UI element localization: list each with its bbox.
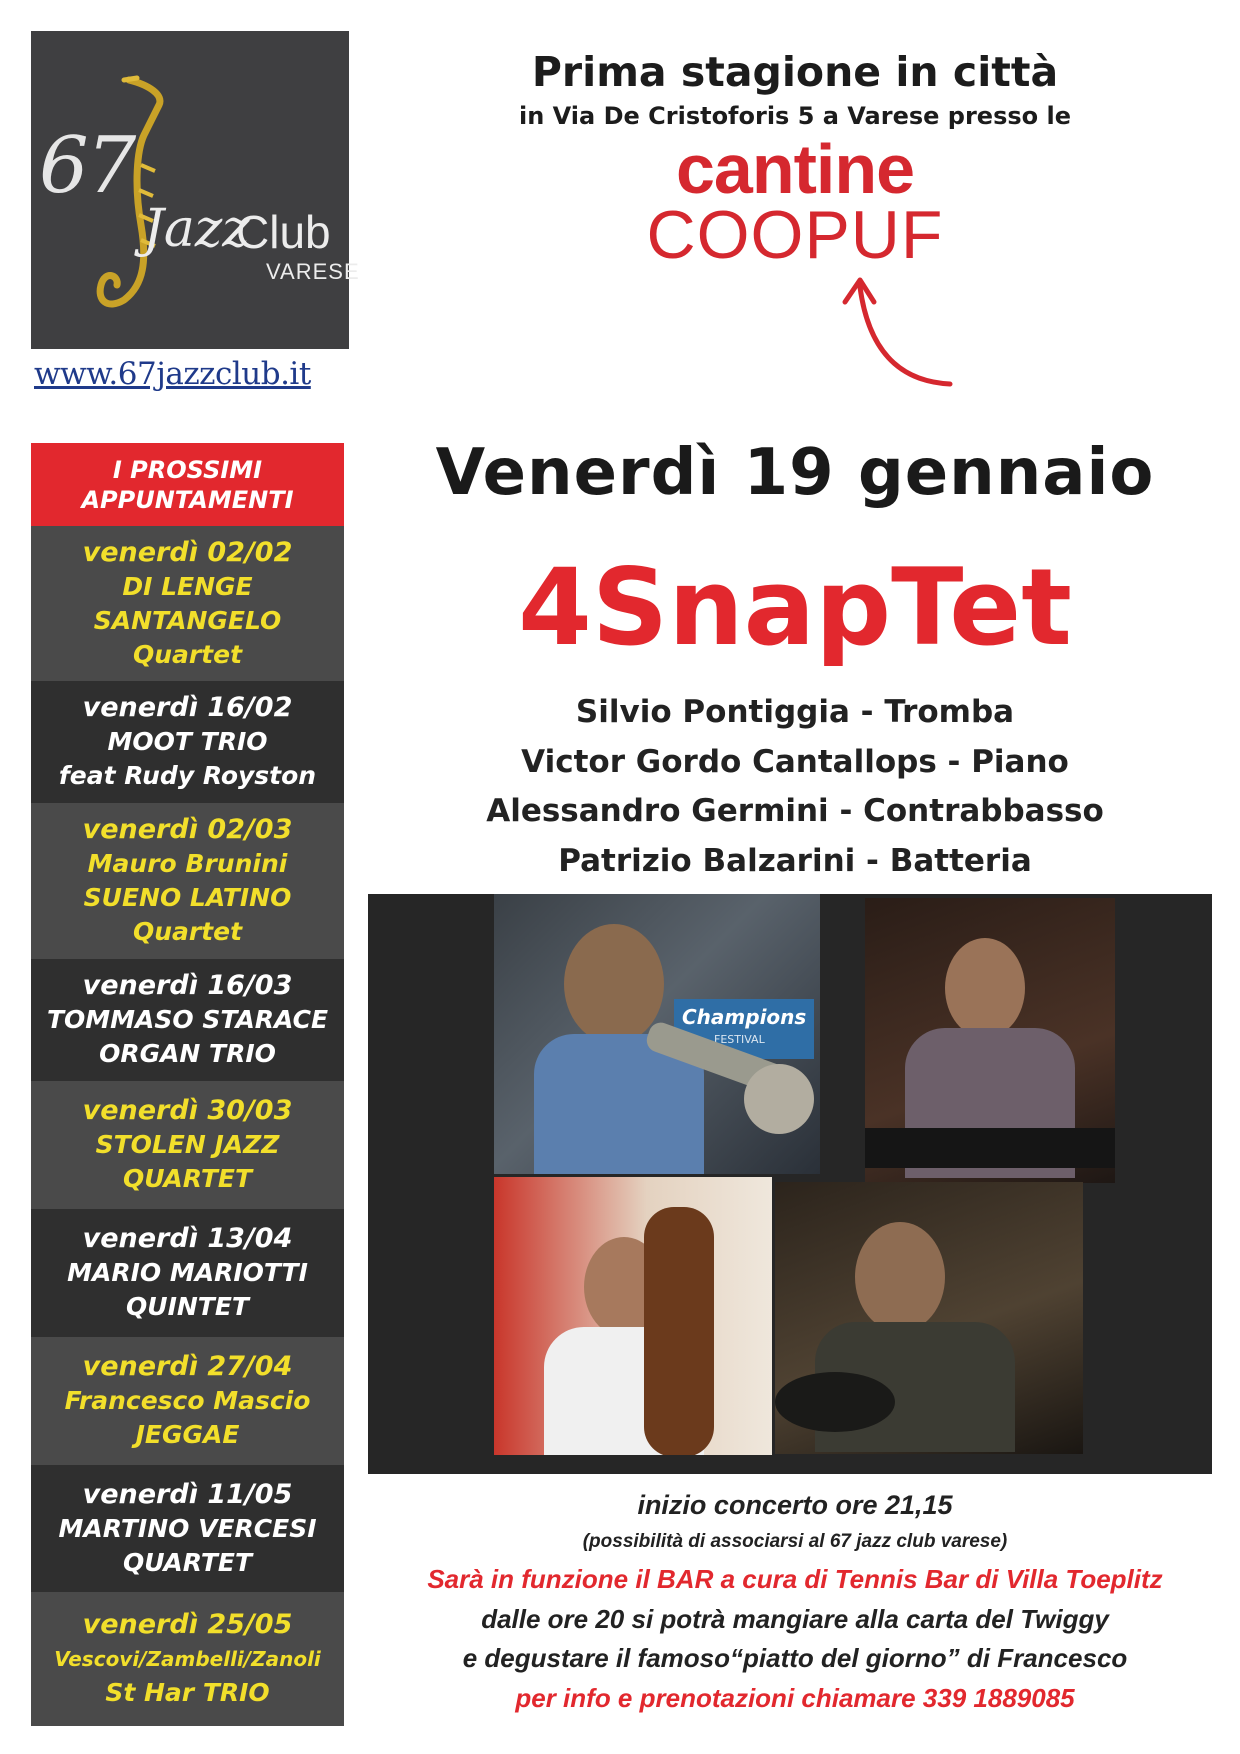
band-member: Patrizio Balzarini - Batteria — [558, 843, 1032, 879]
event-line: feat Rudy Royston — [58, 761, 317, 790]
event-line: QUARTET — [122, 1547, 253, 1577]
photo-trumpet — [494, 894, 820, 1174]
venue-logo-line1: cantine — [675, 130, 915, 208]
event-date: venerdì 13/04 — [82, 1223, 293, 1254]
list-item — [31, 1081, 344, 1209]
band-member: Silvio Pontiggia - Tromba — [575, 694, 1015, 730]
event-line: ORGAN TRIO — [99, 1039, 276, 1068]
photo-piano — [865, 898, 1115, 1183]
event-date: venerdì 27/04 — [82, 1351, 293, 1382]
event-date: venerdì 02/03 — [82, 814, 293, 845]
event-line: Mauro Brunini — [87, 849, 288, 878]
event-line: Vescovi/Zambelli/Zanoli — [54, 1647, 321, 1671]
event-date: venerdì 11/05 — [82, 1478, 293, 1510]
event-line: MARIO MARIOTTI — [67, 1258, 308, 1287]
list-item — [31, 1337, 344, 1465]
event-line: Francesco Mascio — [64, 1386, 311, 1415]
food-info-line2: e degustare il famoso“piatto del giorno” di Francesco — [462, 1643, 1128, 1673]
event-line: QUARTET — [122, 1164, 253, 1193]
band-member: Alessandro Germini - Contrabbasso — [486, 793, 1104, 829]
event-date: venerdì 16/03 — [82, 970, 293, 1001]
list-item — [31, 959, 344, 1081]
event-date-heading: Venerdì 19 gennaio — [435, 436, 1155, 510]
venue-address: in Via De Cristoforis 5 a Varese presso le — [518, 102, 1071, 130]
band-photo-collage — [368, 894, 1212, 1474]
list-item — [31, 803, 344, 959]
event-date: venerdì 02/02 — [82, 536, 293, 568]
event-line: TOMMASO STARACE — [46, 1005, 329, 1034]
list-item — [31, 1465, 344, 1592]
food-info-line1: dalle ore 20 si potrà mangiare alla carta del Twiggy — [481, 1604, 1109, 1634]
membership-note: (possibilità di associarsi al 67 jazz club varese) — [582, 1531, 1008, 1552]
event-line: MARTINO VERCESI — [58, 1513, 317, 1543]
event-date: venerdì 25/05 — [82, 1609, 293, 1640]
list-item — [31, 526, 344, 681]
season-title: Prima stagione in città — [531, 48, 1059, 96]
event-line: Quartet — [132, 639, 243, 669]
venue-logo-line2: COOPUF — [646, 197, 944, 273]
event-line: STOLEN JAZZ — [95, 1130, 280, 1159]
bar-info: Sarà in funzione il BAR a cura di Tennis Bar di Villa Toeplitz — [427, 1564, 1163, 1594]
band-member: Victor Gordo Cantallops - Piano — [521, 744, 1069, 780]
upcoming-heading — [31, 443, 344, 526]
club-logo — [31, 31, 360, 349]
concert-start-time: inizio concerto ore 21,15 — [637, 1490, 953, 1520]
event-line: SANTANGELO — [93, 605, 282, 635]
photo-sign: Champions FESTIVAL — [674, 999, 814, 1059]
event-line: QUINTET — [126, 1292, 249, 1321]
list-item — [31, 1209, 344, 1337]
photo-drums — [775, 1182, 1083, 1454]
logo-jazz: Jazz — [143, 199, 250, 259]
event-line: DI LENGE — [122, 571, 253, 601]
logo-club: Club — [236, 206, 331, 258]
list-item — [31, 681, 344, 803]
booking-phone: per info e prenotazioni chiamare 339 1889085 — [515, 1683, 1075, 1713]
event-date: venerdì 16/02 — [82, 692, 293, 723]
list-item — [31, 1592, 344, 1726]
upcoming-heading-line1: I PROSSIMI — [112, 455, 263, 484]
band-name: 4SnapTet — [518, 546, 1072, 669]
upcoming-heading-line2: APPUNTAMENTI — [81, 485, 294, 514]
logo-city: VARESE — [266, 259, 360, 284]
logo-number: 67 — [39, 121, 135, 211]
curved-arrow-icon — [800, 272, 960, 392]
upcoming-events-list — [31, 443, 344, 1726]
event-line: JEGGAE — [135, 1420, 240, 1449]
event-line: Quartet — [132, 917, 243, 946]
event-line: St Har TRIO — [105, 1678, 270, 1707]
event-date: venerdì 30/03 — [82, 1095, 293, 1126]
website-link[interactable]: www.67jazzclub.it — [34, 356, 311, 392]
event-line: MOOT TRIO — [107, 727, 268, 756]
photo-bass — [494, 1177, 772, 1455]
event-line: SUENO LATINO — [83, 883, 292, 912]
